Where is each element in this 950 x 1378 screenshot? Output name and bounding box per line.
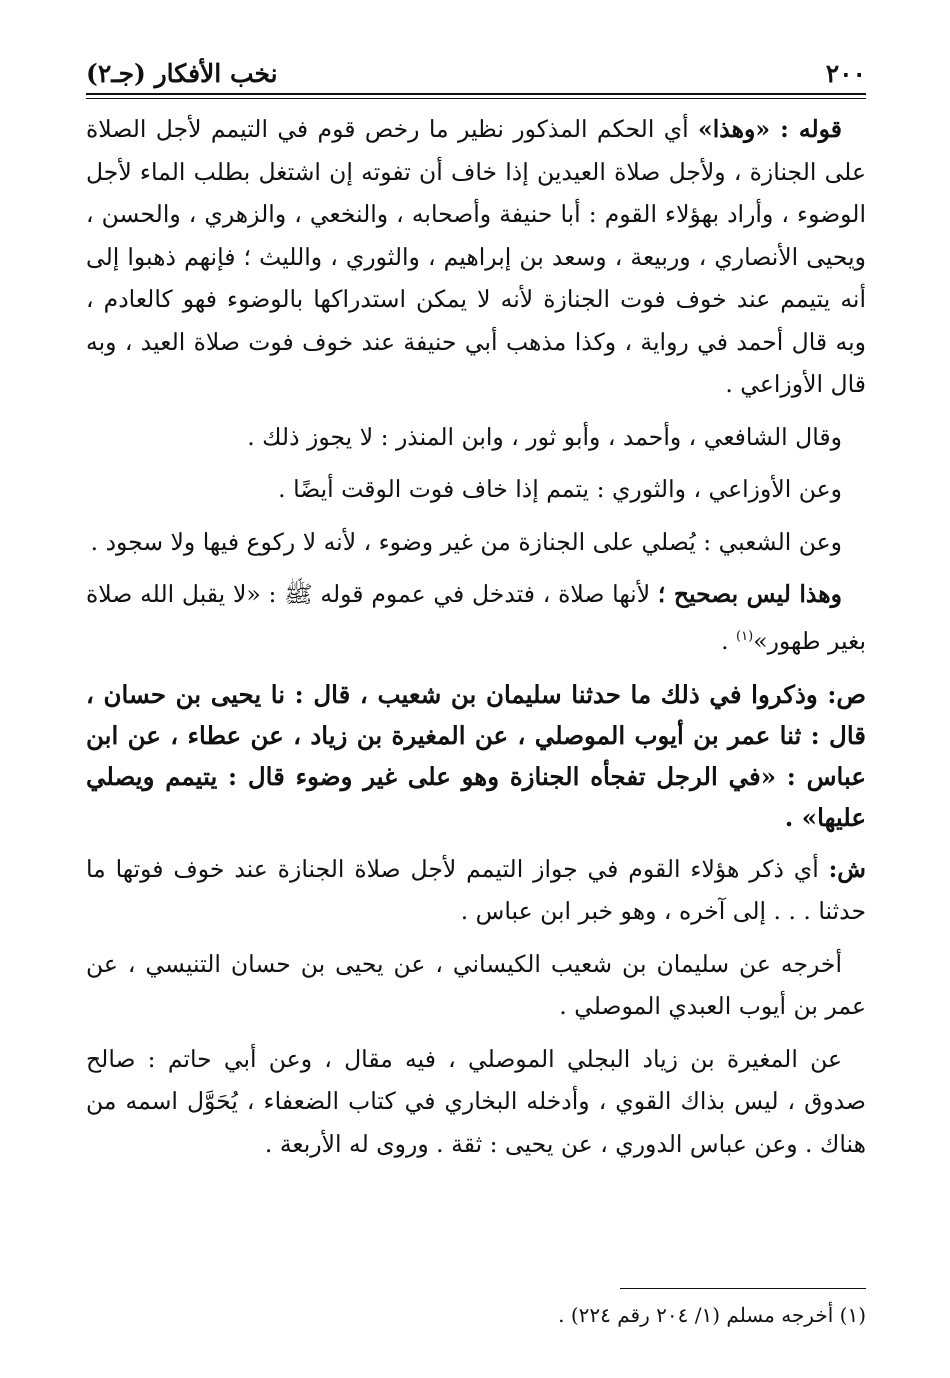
header-rule xyxy=(86,93,866,95)
footnote-reference: (١) xyxy=(736,628,754,644)
refutation-end: . xyxy=(721,626,737,655)
paragraph-shabi: وعن الشعبي : يُصلي على الجنازة من غير وضوء ، لأنه لا ركوع فيها ولا سجود . xyxy=(90,527,842,556)
page-body xyxy=(86,108,866,1165)
footnote: (١) أخرجه مسلم (١/ ٢٠٤ رقم ٢٢٤) . xyxy=(558,1303,866,1327)
paragraph-takhrij: أخرجه عن سليمان بن شعيب الكيساني ، عن يحيى بن حسان التنيسي ، عن عمر بن أيوب العبدي الموصلي . xyxy=(86,949,866,1021)
paragraph-refutation xyxy=(86,573,866,662)
sharh-text: أي ذكر هؤلاء القوم في جواز التيمم لأجل صلاة الجنازة عند خوف فوتها ما حدثنا . . . إلى آخره ، وهو خبر ابن عباس . xyxy=(86,854,866,926)
book-title: نخب الأفكار (جـ٢) xyxy=(86,58,278,88)
refutation-text: لأنها صلاة ، فتدخل في عموم قوله ﷺ : «لا يقبل الله صلاة بغير طهور» xyxy=(86,580,866,655)
matn-text: وذكروا في ذلك ما حدثنا سليمان بن شعيب ، قال : نا يحيى بن حسان ، قال : ثنا عمر بن أيوب الموصلي ، عن المغيرة بن زياد ، عن عطاء ، عن ابن عباس : «في الرجل تفجأه الجنازة وهو على غير وضوء قال : يتيمم ويصلي عليها» . xyxy=(86,679,866,832)
page-number: ٢٠٠ xyxy=(825,58,866,88)
page-header xyxy=(86,52,866,94)
sharh-marker: ش: xyxy=(828,854,866,883)
paragraph-matn xyxy=(86,674,866,838)
matn-marker: ص: xyxy=(827,679,866,709)
refutation-lead: وهذا ليس بصحيح ؛ xyxy=(657,580,842,608)
paragraph-sharh xyxy=(86,848,866,933)
paragraph-text: أي الحكم المذكور نظير ما رخص قوم في التيمم لأجل الصلاة على الجنازة ، ولأجل صلاة العيدين إذا خاف أن تفوته إن اشتغل بطلب الماء لأجل الوضوء ، وأراد بهؤلاء القوم : أبا حنيفة وأصحابه ، والنخعي ، والزهري ، والحسن ، ويحيى الأنصاري ، وربيعة ، وسعد بن إبراهيم ، والثوري ، والليث ؛ فإنهم ذهبوا إلى أنه يتيمم عند خوف فوت الجنازة لأنه لا يمكن استدراكها بالوضوء فهو كالعادم ، وبه قال أحمد في رواية ، وكذا مذهب أبي حنيفة عند خوف فوت صلاة العيد ، وبه قال الأوزاعي . xyxy=(86,115,866,398)
paragraph-commentary xyxy=(86,108,866,406)
footnote-rule xyxy=(620,1288,866,1289)
paragraph-shafii: وقال الشافعي ، وأحمد ، وأبو ثور ، وابن المنذر : لا يجوز ذلك . xyxy=(247,422,842,451)
paragraph-narrator: عن المغيرة بن زياد البجلي الموصلي ، فيه مقال ، وعن أبي حاتم : صالح صدوق ، ليس بذاك القوي ، وأدخله البخاري في كتاب الضعفاء ، يُحَوَّل اسمه من هناك . وعن عباس الدوري ، عن يحيى : ثقة . وروى له الأربعة . xyxy=(86,1044,866,1158)
paragraph-awzai: وعن الأوزاعي ، والثوري : يتمم إذا خاف فوت الوقت أيضًا . xyxy=(278,475,842,503)
paragraph-lead: قوله : «وهذا» xyxy=(698,115,842,143)
header-rule-thin xyxy=(86,98,866,99)
